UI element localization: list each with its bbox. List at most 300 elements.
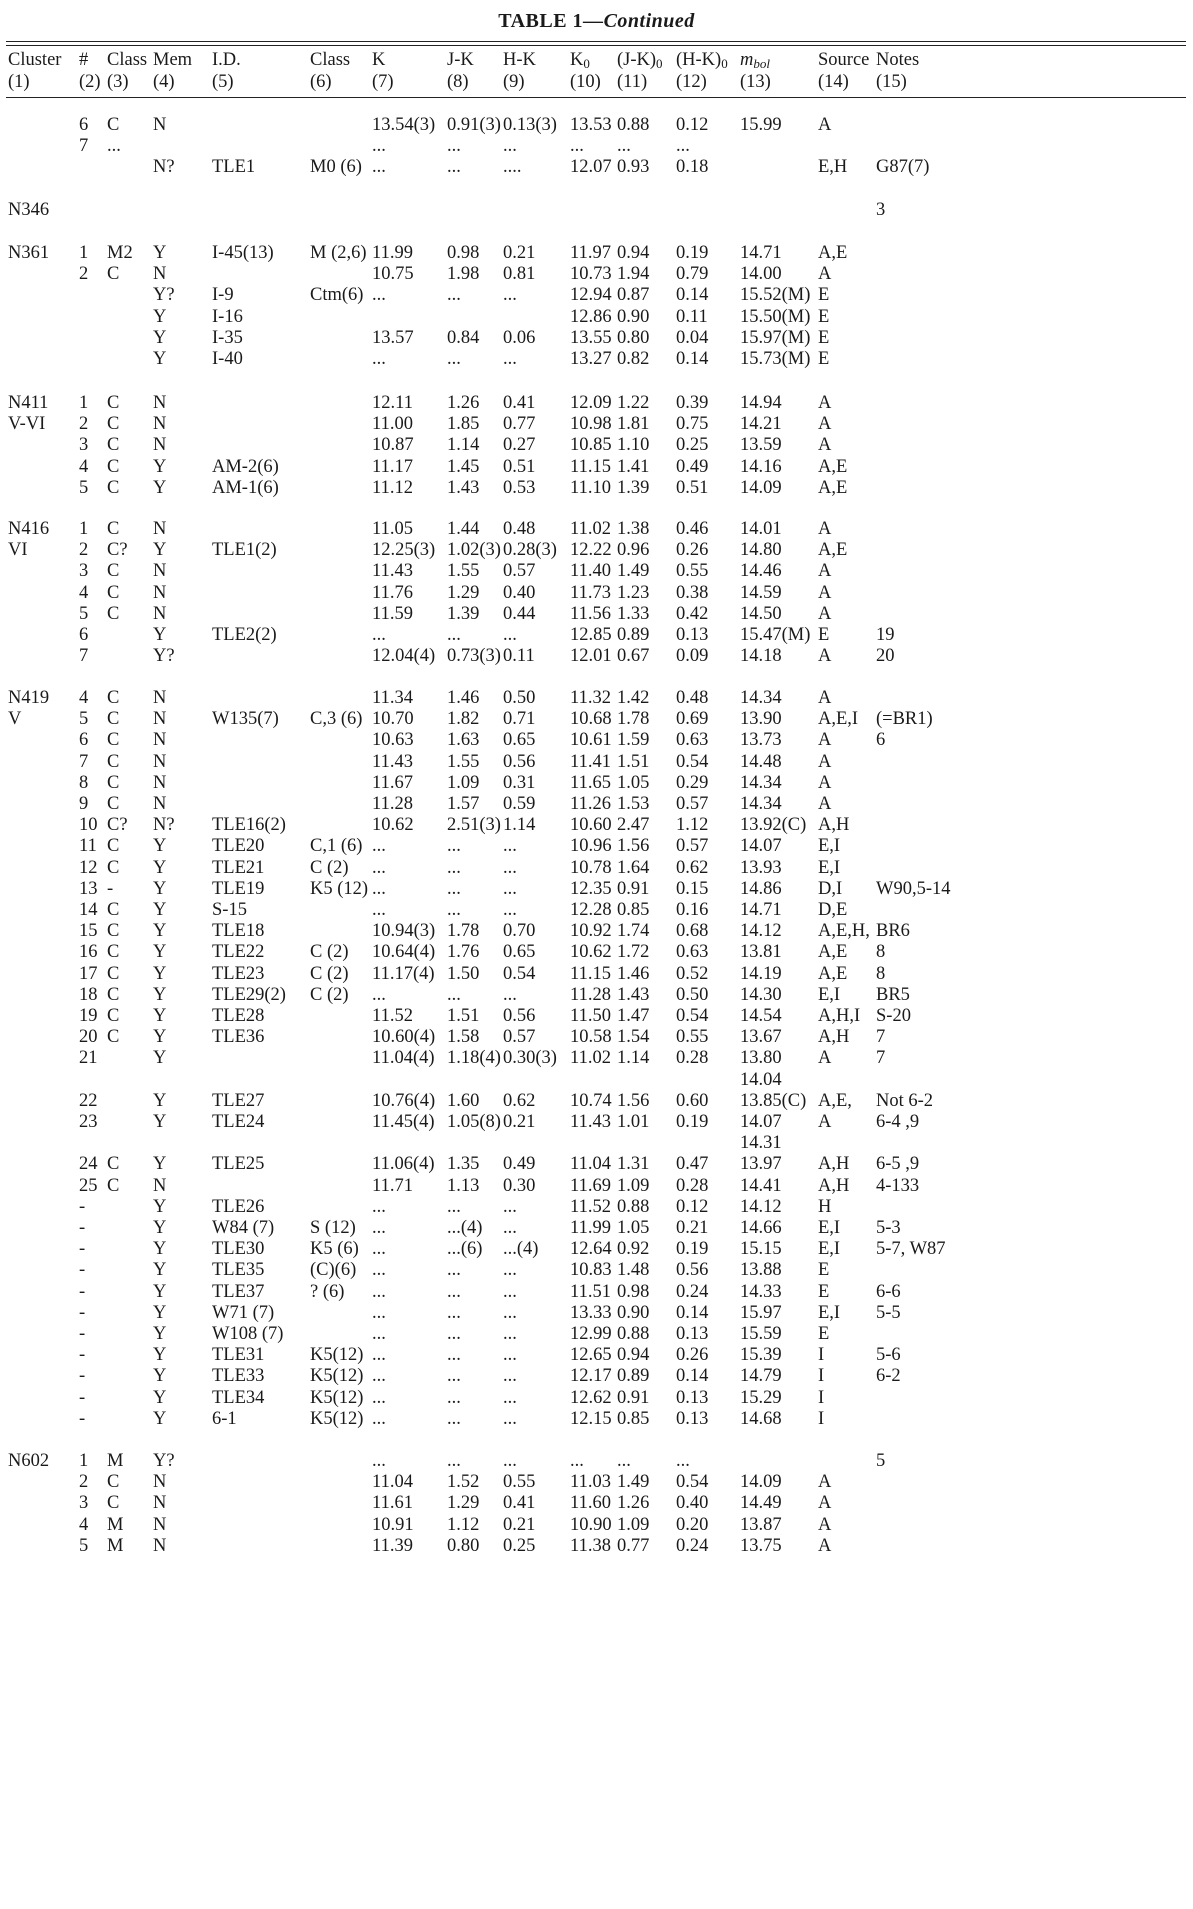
cell-h-k: 0.55 (503, 1472, 536, 1493)
cell-notes: 5-3 (876, 1218, 901, 1238)
cell-j-k0: 1.53 (617, 794, 650, 814)
cell-h-k0: 0.09 (676, 646, 709, 667)
cell-spectral-class: (C)(6) (310, 1260, 357, 1281)
cell-star-number: - (79, 1281, 86, 1302)
cell-class: C (107, 688, 120, 708)
header-class (107, 49, 147, 71)
cell-h-k: 0.06 (503, 327, 536, 348)
cell-membership: Y (153, 1281, 167, 1302)
cell-k-mag: ... (372, 136, 386, 157)
cell-membership: Y (153, 1408, 167, 1429)
cell-identifier: TLE26 (212, 1196, 265, 1217)
cell-source: A (818, 1535, 832, 1556)
cell-mbol: 15.15 (740, 1239, 782, 1260)
cell-class: C (107, 561, 120, 582)
cell-source: A,E (818, 942, 848, 963)
cell-notes: 6 (876, 730, 886, 751)
cell-j-k: 0.73(3) (447, 646, 501, 667)
cell-h-k0: 0.54 (676, 1472, 709, 1493)
cell-mbol: 13.80 (740, 1048, 782, 1069)
cell-k0: 10.92 (570, 921, 612, 942)
cell-k0: 11.69 (570, 1175, 611, 1196)
cell-j-k: ... (447, 836, 461, 857)
header-subscript: 0 (656, 56, 663, 71)
cell-class: C? (107, 540, 128, 561)
cell-spectral-class: S (12) (310, 1218, 356, 1238)
cell-star-number: - (79, 1408, 86, 1429)
cell-h-k: 1.14 (503, 815, 536, 836)
cell-h-k0: 0.60 (676, 1090, 709, 1111)
cell-j-k0: 1.09 (617, 1514, 650, 1535)
cell-membership: Y (153, 878, 167, 899)
cell-notes: (=BR1) (876, 709, 933, 730)
cell-source: I (818, 1408, 825, 1429)
cell-j-k0: 0.94 (617, 243, 650, 263)
cell-h-k: ... (503, 1196, 517, 1217)
cell-spectral-class: M (2,6) (310, 243, 367, 263)
cell-identifier: TLE2(2) (212, 625, 277, 645)
cell-mbol: 14.30 (740, 984, 782, 1005)
cell-identifier: TLE27 (212, 1090, 265, 1111)
cell-k0: 12.09 (570, 393, 612, 413)
cell-k-mag: 11.17 (372, 456, 413, 477)
cell-k0: ... (570, 136, 584, 157)
cell-membership: N (153, 1514, 167, 1535)
cell-source: H (818, 1196, 832, 1217)
cell-membership: Y (153, 984, 167, 1005)
cell-k-mag: ... (372, 625, 386, 645)
cell-h-k0: 0.12 (676, 115, 709, 135)
cell-membership: N (153, 772, 167, 793)
cell-k-mag: ... (372, 1239, 386, 1260)
cell-star-number: 6 (79, 625, 89, 645)
cell-h-k0: 0.28 (676, 1048, 709, 1069)
cell-h-k0: 0.14 (676, 285, 709, 306)
cell-j-k0: 1.23 (617, 582, 650, 603)
cell-j-k: ... (447, 984, 461, 1005)
cell-k-mag: 12.04(4) (372, 646, 436, 667)
cell-k0: 11.60 (570, 1493, 611, 1514)
cell-j-k0: 0.88 (617, 1324, 650, 1344)
cell-star-number: - (79, 1196, 86, 1217)
cell-membership: N (153, 1493, 167, 1514)
header-spectral-class (310, 49, 350, 71)
cell-j-k: 1.50 (447, 963, 480, 984)
cell-membership: Y (153, 1302, 167, 1323)
cell-h-k0: 0.21 (676, 1218, 709, 1238)
cell-membership: Y (153, 625, 167, 645)
cell-h-k: 0.77 (503, 414, 536, 435)
cell-h-k0: 0.19 (676, 1112, 709, 1132)
cell-spectral-class: C (2) (310, 857, 349, 878)
cell-notes: 4-133 (876, 1175, 920, 1196)
cell-h-k0: 0.75 (676, 414, 709, 435)
cell-notes: 5 (876, 1451, 886, 1471)
cell-h-k0: 0.13 (676, 1387, 709, 1408)
cell-notes: S-20 (876, 1006, 911, 1026)
cell-notes: 8 (876, 942, 886, 963)
cell-mbol: 14.94 (740, 393, 782, 413)
cell-h-k0: 0.52 (676, 963, 709, 984)
cell-mbol: 13.87 (740, 1514, 782, 1535)
cell-identifier: TLE19 (212, 878, 265, 899)
cell-notes: BR5 (876, 984, 910, 1005)
header-label: H-K (503, 50, 536, 70)
cell-notes: 8 (876, 963, 886, 984)
cell-j-k: 1.44 (447, 519, 480, 539)
cell-j-k0: 0.93 (617, 157, 650, 178)
cell-source: A,H (818, 815, 850, 836)
cell-class: C (107, 836, 120, 857)
cell-h-k: 0.21 (503, 1112, 536, 1132)
cell-star-number: 23 (79, 1112, 98, 1132)
cell-j-k: 1.46 (447, 688, 480, 708)
cell-mbol: 13.88 (740, 1260, 782, 1281)
cell-source: A (818, 582, 832, 603)
cell-membership: Y (153, 306, 167, 327)
cell-mbol: 14.01 (740, 519, 782, 539)
cell-class: C (107, 963, 120, 984)
cell-class: C (107, 900, 120, 920)
cell-identifier: W135(7) (212, 709, 279, 730)
cell-j-k0: 1.46 (617, 963, 650, 984)
header-label: Source (818, 50, 870, 70)
cell-class: C (107, 709, 120, 730)
cell-h-k: ... (503, 1218, 517, 1238)
cell-source: A (818, 688, 832, 708)
cell-k0: 12.99 (570, 1324, 612, 1344)
cell-k0: 10.96 (570, 836, 612, 857)
cell-k-mag: 11.04 (372, 1472, 413, 1493)
header-label: Cluster (8, 50, 62, 70)
cell-k-mag: 11.00 (372, 414, 413, 435)
cell-h-k0: 0.62 (676, 857, 709, 878)
cell-k-mag: 10.63 (372, 730, 414, 751)
cell-h-k: 0.65 (503, 730, 536, 751)
cell-star-number: 7 (79, 751, 89, 772)
cell-class: C (107, 393, 120, 413)
cell-j-k0: 0.88 (617, 115, 650, 135)
cell-h-k0: 0.55 (676, 1027, 709, 1048)
cell-h-k: ... (503, 285, 517, 306)
cell-source: E,I (818, 857, 841, 878)
cell-k-mag: ... (372, 836, 386, 857)
cell-h-k: 0.21 (503, 1514, 536, 1535)
cell-membership: N? (153, 157, 175, 178)
cell-j-k: 1.55 (447, 561, 480, 582)
cell-source: I (818, 1345, 825, 1366)
cell-source: E,H (818, 157, 848, 178)
cell-spectral-class: K5(12) (310, 1345, 364, 1366)
cluster-name: N602 (8, 1451, 50, 1471)
cell-k-mag: ... (372, 1408, 386, 1429)
cell-identifier: TLE20 (212, 836, 265, 857)
cell-k0: 11.43 (570, 1112, 611, 1132)
cell-star-number: 14 (79, 900, 98, 920)
cell-k-mag: 12.11 (372, 393, 413, 413)
cell-k-mag: 11.99 (372, 243, 413, 263)
cell-j-k: 1.78 (447, 921, 480, 942)
cell-spectral-class: C,1 (6) (310, 836, 363, 857)
cell-star-number: - (79, 1260, 86, 1281)
cell-star-number: 6 (79, 115, 89, 135)
cell-k0: 12.85 (570, 625, 612, 645)
cell-k-mag: 11.28 (372, 794, 413, 814)
cell-class: C (107, 1493, 120, 1514)
cell-k-mag: ... (372, 157, 386, 178)
cell-j-k0: 1.72 (617, 942, 650, 963)
cell-k-mag: 11.71 (372, 1175, 413, 1196)
cell-class: M (107, 1451, 124, 1471)
cell-k0: 11.26 (570, 794, 611, 814)
header-membership (153, 49, 192, 71)
cell-class: C? (107, 815, 128, 836)
cell-mbol: 14.86 (740, 878, 782, 899)
cell-identifier: TLE24 (212, 1112, 265, 1132)
cell-h-k0: 0.48 (676, 688, 709, 708)
cell-k0: 11.28 (570, 984, 611, 1005)
cell-class: C (107, 477, 120, 498)
cell-h-k: 0.57 (503, 1027, 536, 1048)
cell-j-k: 0.80 (447, 1535, 480, 1556)
header-colnum-k-mag: (7) (372, 72, 394, 92)
cell-j-k0: 1.49 (617, 561, 650, 582)
cell-k0: 12.22 (570, 540, 612, 561)
cell-j-k: 1.60 (447, 1090, 480, 1111)
cell-spectral-class: ? (6) (310, 1281, 345, 1302)
cell-k-mag: ... (372, 857, 386, 878)
cell-mbol: 14.31 (740, 1133, 782, 1154)
cell-star-number: 3 (79, 1493, 89, 1514)
cell-j-k0: 1.26 (617, 1493, 650, 1514)
cell-h-k0: 0.24 (676, 1535, 709, 1556)
cell-j-k: 1.18(4) (447, 1048, 501, 1069)
cell-h-k: ... (503, 625, 517, 645)
cell-membership: Y (153, 327, 167, 348)
cell-k0: 11.56 (570, 603, 611, 624)
cell-identifier: AM-1(6) (212, 477, 279, 498)
cell-j-k: 1.82 (447, 709, 480, 730)
cell-k-mag: ... (372, 984, 386, 1005)
cell-j-k0: 0.89 (617, 625, 650, 645)
cell-j-k0: 0.96 (617, 540, 650, 561)
cell-spectral-class: C (2) (310, 963, 349, 984)
cell-mbol: 14.09 (740, 1472, 782, 1493)
cell-j-k: ... (447, 349, 461, 369)
cell-mbol: 15.59 (740, 1324, 782, 1344)
cell-mbol: 15.99 (740, 115, 782, 135)
cell-j-k: 1.09 (447, 772, 480, 793)
cell-mbol: 15.50(M) (740, 306, 811, 327)
cell-star-number: 7 (79, 136, 89, 157)
cell-k0: 12.62 (570, 1387, 612, 1408)
header-label: (J-K) (617, 50, 657, 70)
cell-class: - (107, 878, 114, 899)
cell-membership: Y (153, 1345, 167, 1366)
cell-h-k: ... (503, 1260, 517, 1281)
cell-j-k: 1.05(8) (447, 1112, 501, 1132)
cell-h-k0: 0.28 (676, 1175, 709, 1196)
cell-mbol: 14.66 (740, 1218, 782, 1238)
cell-membership: Y (153, 349, 167, 369)
cell-membership: Y (153, 1048, 167, 1069)
cell-h-k0: 0.13 (676, 1408, 709, 1429)
cell-j-k0: 0.85 (617, 900, 650, 920)
cell-source: A (818, 794, 832, 814)
cell-source: A,E,H, (818, 921, 870, 942)
cell-star-number: - (79, 1302, 86, 1323)
cell-mbol: 14.12 (740, 921, 782, 942)
cell-identifier: I-9 (212, 285, 234, 306)
cell-identifier: S-15 (212, 900, 247, 920)
cell-h-k: ... (503, 878, 517, 899)
cell-h-k: ... (503, 1324, 517, 1344)
header-colnum-j-k0: (11) (617, 72, 648, 92)
cell-source: E (818, 285, 830, 306)
cell-identifier: TLE18 (212, 921, 265, 942)
cell-membership: N (153, 414, 167, 435)
header-h-k (503, 49, 536, 71)
cell-mbol: 13.73 (740, 730, 782, 751)
cell-k0: 11.15 (570, 456, 611, 477)
cell-star-number: 1 (79, 243, 89, 263)
header-colnum-identifier: (5) (212, 72, 234, 92)
cell-j-k: 1.14 (447, 435, 480, 456)
cell-membership: Y (153, 1260, 167, 1281)
cell-spectral-class: K5 (12) (310, 878, 369, 899)
cell-star-number: 1 (79, 519, 89, 539)
cell-k-mag: 10.76(4) (372, 1090, 436, 1111)
cell-class: C (107, 772, 120, 793)
header-label: # (79, 50, 89, 70)
cell-identifier: TLE37 (212, 1281, 265, 1302)
cell-j-k: 1.76 (447, 942, 480, 963)
header-j-k (447, 49, 474, 71)
header-colnum-h-k: (9) (503, 72, 525, 92)
cell-class: C (107, 1027, 120, 1048)
cell-h-k0: 0.55 (676, 561, 709, 582)
cell-k0: 10.62 (570, 942, 612, 963)
cell-star-number: 4 (79, 456, 89, 477)
cell-h-k0: 0.20 (676, 1514, 709, 1535)
cell-h-k: 0.81 (503, 264, 536, 285)
cell-source: E,I (818, 1302, 841, 1323)
cell-identifier: TLE35 (212, 1260, 265, 1281)
cell-j-k: ... (447, 1366, 461, 1387)
top-rule-double (6, 45, 1186, 46)
cell-h-k0: 0.29 (676, 772, 709, 793)
cell-h-k: 0.71 (503, 709, 536, 730)
cell-k0: 11.10 (570, 477, 611, 498)
cell-k0: 11.03 (570, 1472, 611, 1493)
cell-membership: N (153, 393, 167, 413)
cell-h-k: ... (503, 1366, 517, 1387)
cell-notes: W90,5-14 (876, 878, 951, 899)
cell-h-k: ... (503, 984, 517, 1005)
cell-source: A (818, 1493, 832, 1514)
cell-j-k: ... (447, 157, 461, 178)
cell-h-k0: 0.19 (676, 243, 709, 263)
cell-star-number: 18 (79, 984, 98, 1005)
cell-j-k: ... (447, 285, 461, 306)
cell-class: C (107, 603, 120, 624)
cell-mbol: 13.90 (740, 709, 782, 730)
cell-k0: 11.02 (570, 1048, 611, 1069)
cell-k-mag: ... (372, 1218, 386, 1238)
cell-j-k: 1.51 (447, 1006, 480, 1026)
cell-star-number: 20 (79, 1027, 98, 1048)
cell-source: A,E (818, 243, 848, 263)
header-k-mag (372, 49, 385, 71)
cell-h-k0: 0.39 (676, 393, 709, 413)
cell-identifier: W84 (7) (212, 1218, 275, 1238)
cell-spectral-class: Ctm(6) (310, 285, 364, 306)
cell-j-k0: 0.90 (617, 1302, 650, 1323)
cell-spectral-class: K5(12) (310, 1387, 364, 1408)
cell-class: C (107, 1175, 120, 1196)
cell-h-k: 0.53 (503, 477, 536, 498)
cell-h-k0: 0.19 (676, 1239, 709, 1260)
cell-notes: 5-6 (876, 1345, 901, 1366)
cell-j-k: 1.39 (447, 603, 480, 624)
cell-spectral-class: C,3 (6) (310, 709, 363, 730)
cell-h-k: 0.51 (503, 456, 536, 477)
cell-class: C (107, 794, 120, 814)
cell-h-k0: ... (676, 1451, 690, 1471)
cell-h-k0: 0.13 (676, 1324, 709, 1344)
cell-k-mag: 11.05 (372, 519, 413, 539)
cell-k0: 10.58 (570, 1027, 612, 1048)
cell-notes: BR6 (876, 921, 910, 942)
cell-membership: N (153, 730, 167, 751)
cell-class: M (107, 1514, 124, 1535)
cell-k-mag: ... (372, 1281, 386, 1302)
cell-class: M (107, 1535, 124, 1556)
cell-class: C (107, 435, 120, 456)
cell-membership: N (153, 1535, 167, 1556)
cell-j-k: ... (447, 1451, 461, 1471)
cell-source: A,E, (818, 1090, 852, 1111)
cell-k-mag: 11.45(4) (372, 1112, 435, 1132)
cell-identifier: AM-2(6) (212, 456, 279, 477)
cell-star-number: 24 (79, 1154, 98, 1175)
cell-identifier: 6-1 (212, 1408, 237, 1429)
cell-k-mag: ... (372, 285, 386, 306)
cell-h-k0: 1.12 (676, 815, 709, 836)
cell-h-k0: 0.63 (676, 942, 709, 963)
cell-h-k: ... (503, 1408, 517, 1429)
cell-k0: 10.83 (570, 1260, 612, 1281)
cell-h-k: ... (503, 1281, 517, 1302)
header-label: Mem (153, 50, 193, 70)
cell-source: A (818, 561, 832, 582)
cell-membership: Y (153, 1090, 167, 1111)
cell-membership: N (153, 435, 167, 456)
cell-h-k0: 0.24 (676, 1281, 709, 1302)
cell-mbol: 14.79 (740, 1366, 782, 1387)
cell-j-k0: 0.90 (617, 306, 650, 327)
cell-star-number: 2 (79, 540, 89, 561)
cell-star-number: 21 (79, 1048, 98, 1069)
cell-star-number: - (79, 1324, 86, 1344)
header-colnum-notes: (15) (876, 72, 907, 92)
cell-k0: 10.85 (570, 435, 612, 456)
cell-h-k0: 0.11 (676, 306, 708, 327)
cell-j-k: ... (447, 900, 461, 920)
header-cluster (8, 49, 61, 71)
cell-mbol: 14.16 (740, 456, 782, 477)
cell-source: E (818, 306, 830, 327)
